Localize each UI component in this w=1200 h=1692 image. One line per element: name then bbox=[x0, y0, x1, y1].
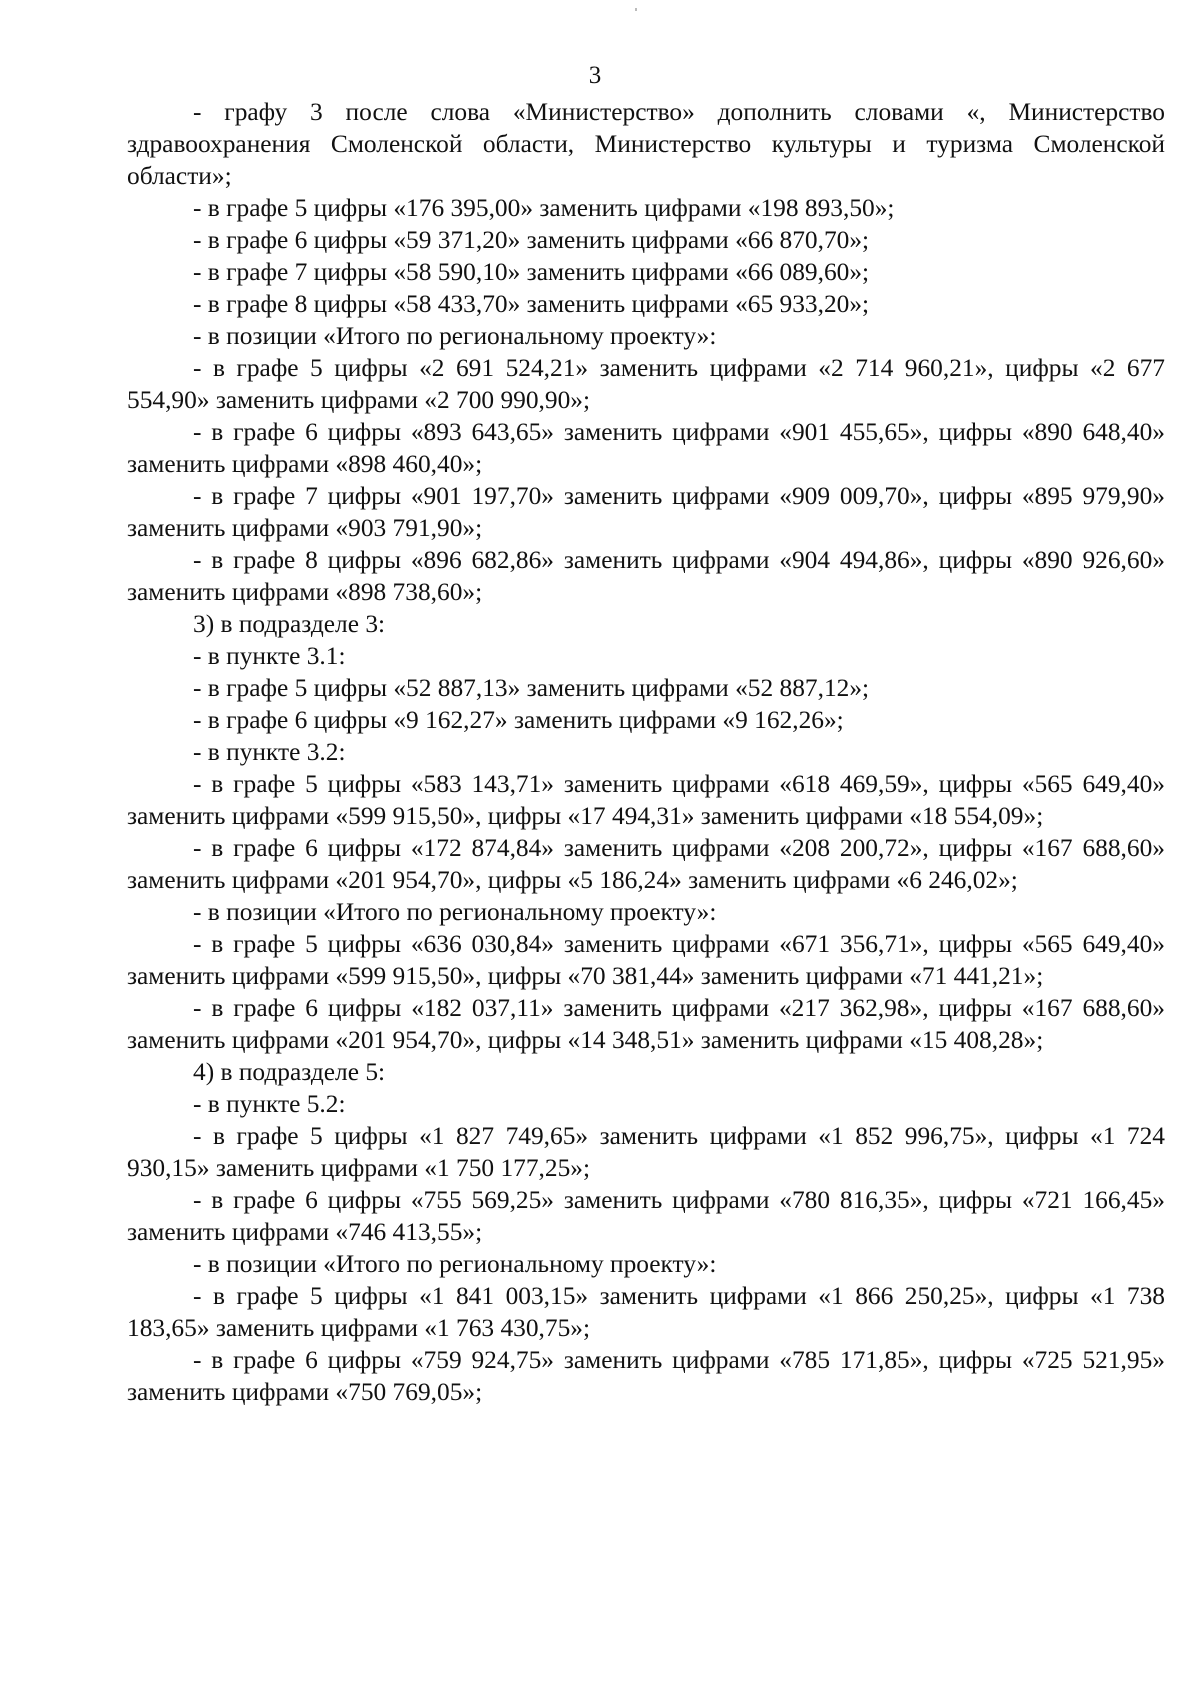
paragraph: - в графе 6 цифры «759 924,75» заменить цифрами «785 171,85», цифры «725 521,95» заменить цифрами «750 769,05»; bbox=[127, 1346, 1165, 1406]
paragraph: - в графе 6 цифры «893 643,65» заменить цифрами «901 455,65», цифры «890 648,40» заменить цифрами «898 460,40»; bbox=[127, 418, 1165, 478]
paragraph: - в позиции «Итого по региональному проекту»: bbox=[193, 898, 717, 926]
paragraph: - в графе 7 цифры «901 197,70» заменить цифрами «909 009,70», цифры «895 979,90» заменить цифрами «903 791,90»; bbox=[127, 482, 1165, 542]
paragraph: - в графе 5 цифры «636 030,84» заменить цифрами «671 356,71», цифры «565 649,40» заменить цифрами «599 915,50», цифры «70 381,44» заменить цифрами «71 441,21»; bbox=[127, 930, 1165, 990]
paragraph: - в графе 8 цифры «58 433,70» заменить цифрами «65 933,20»; bbox=[193, 290, 870, 318]
paragraph: - в графе 5 цифры «52 887,13» заменить цифрами «52 887,12»; bbox=[193, 674, 870, 702]
paragraph: - в пункте 3.1: bbox=[193, 642, 346, 670]
document-body bbox=[127, 96, 1165, 1408]
paragraph: - графу 3 после слова «Министерство» дополнить словами «, Министерство здравоохранения Смоленской области, Министерство культуры и туризма Смоленской области»; bbox=[127, 98, 1165, 190]
paragraph: - в графе 5 цифры «583 143,71» заменить цифрами «618 469,59», цифры «565 649,40» заменить цифрами «599 915,50», цифры «17 494,31» заменить цифрами «18 554,09»; bbox=[127, 770, 1165, 830]
paragraph: - в позиции «Итого по региональному проекту»: bbox=[193, 1250, 717, 1278]
scan-artifact bbox=[635, 8, 637, 11]
paragraph: 4) в подразделе 5: bbox=[193, 1058, 386, 1086]
paragraph: - в графе 6 цифры «755 569,25» заменить цифрами «780 816,35», цифры «721 166,45» заменить цифрами «746 413,55»; bbox=[127, 1186, 1165, 1246]
paragraph: - в графе 6 цифры «59 371,20» заменить цифрами «66 870,70»; bbox=[193, 226, 870, 254]
paragraph: - в графе 5 цифры «1 841 003,15» заменить цифрами «1 866 250,25», цифры «1 738 183,65» заменить цифрами «1 763 430,75»; bbox=[127, 1282, 1165, 1342]
paragraph: - в пункте 5.2: bbox=[193, 1090, 346, 1118]
paragraph: - в графе 5 цифры «1 827 749,65» заменить цифрами «1 852 996,75», цифры «1 724 930,15» заменить цифрами «1 750 177,25»; bbox=[127, 1122, 1165, 1182]
paragraph: - в графе 5 цифры «2 691 524,21» заменить цифрами «2 714 960,21», цифры «2 677 554,90» заменить цифрами «2 700 990,90»; bbox=[127, 354, 1165, 414]
paragraph: - в графе 6 цифры «182 037,11» заменить цифрами «217 362,98», цифры «167 688,60» заменить цифрами «201 954,70», цифры «14 348,51» заменить цифрами «15 408,28»; bbox=[127, 994, 1165, 1054]
paragraph: - в графе 8 цифры «896 682,86» заменить цифрами «904 494,86», цифры «890 926,60» заменить цифрами «898 738,60»; bbox=[127, 546, 1165, 606]
paragraph: - в графе 6 цифры «172 874,84» заменить цифрами «208 200,72», цифры «167 688,60» заменить цифрами «201 954,70», цифры «5 186,24» заменить цифрами «6 246,02»; bbox=[127, 834, 1165, 894]
page-number: 3 bbox=[588, 62, 602, 89]
paragraph: - в графе 7 цифры «58 590,10» заменить цифрами «66 089,60»; bbox=[193, 258, 870, 286]
paragraph: - в позиции «Итого по региональному проекту»: bbox=[193, 322, 717, 350]
paragraph: - в графе 6 цифры «9 162,27» заменить цифрами «9 162,26»; bbox=[193, 706, 844, 734]
paragraph: - в графе 5 цифры «176 395,00» заменить цифрами «198 893,50»; bbox=[193, 194, 895, 222]
paragraph: - в пункте 3.2: bbox=[193, 738, 346, 766]
paragraph: 3) в подразделе 3: bbox=[193, 610, 386, 638]
